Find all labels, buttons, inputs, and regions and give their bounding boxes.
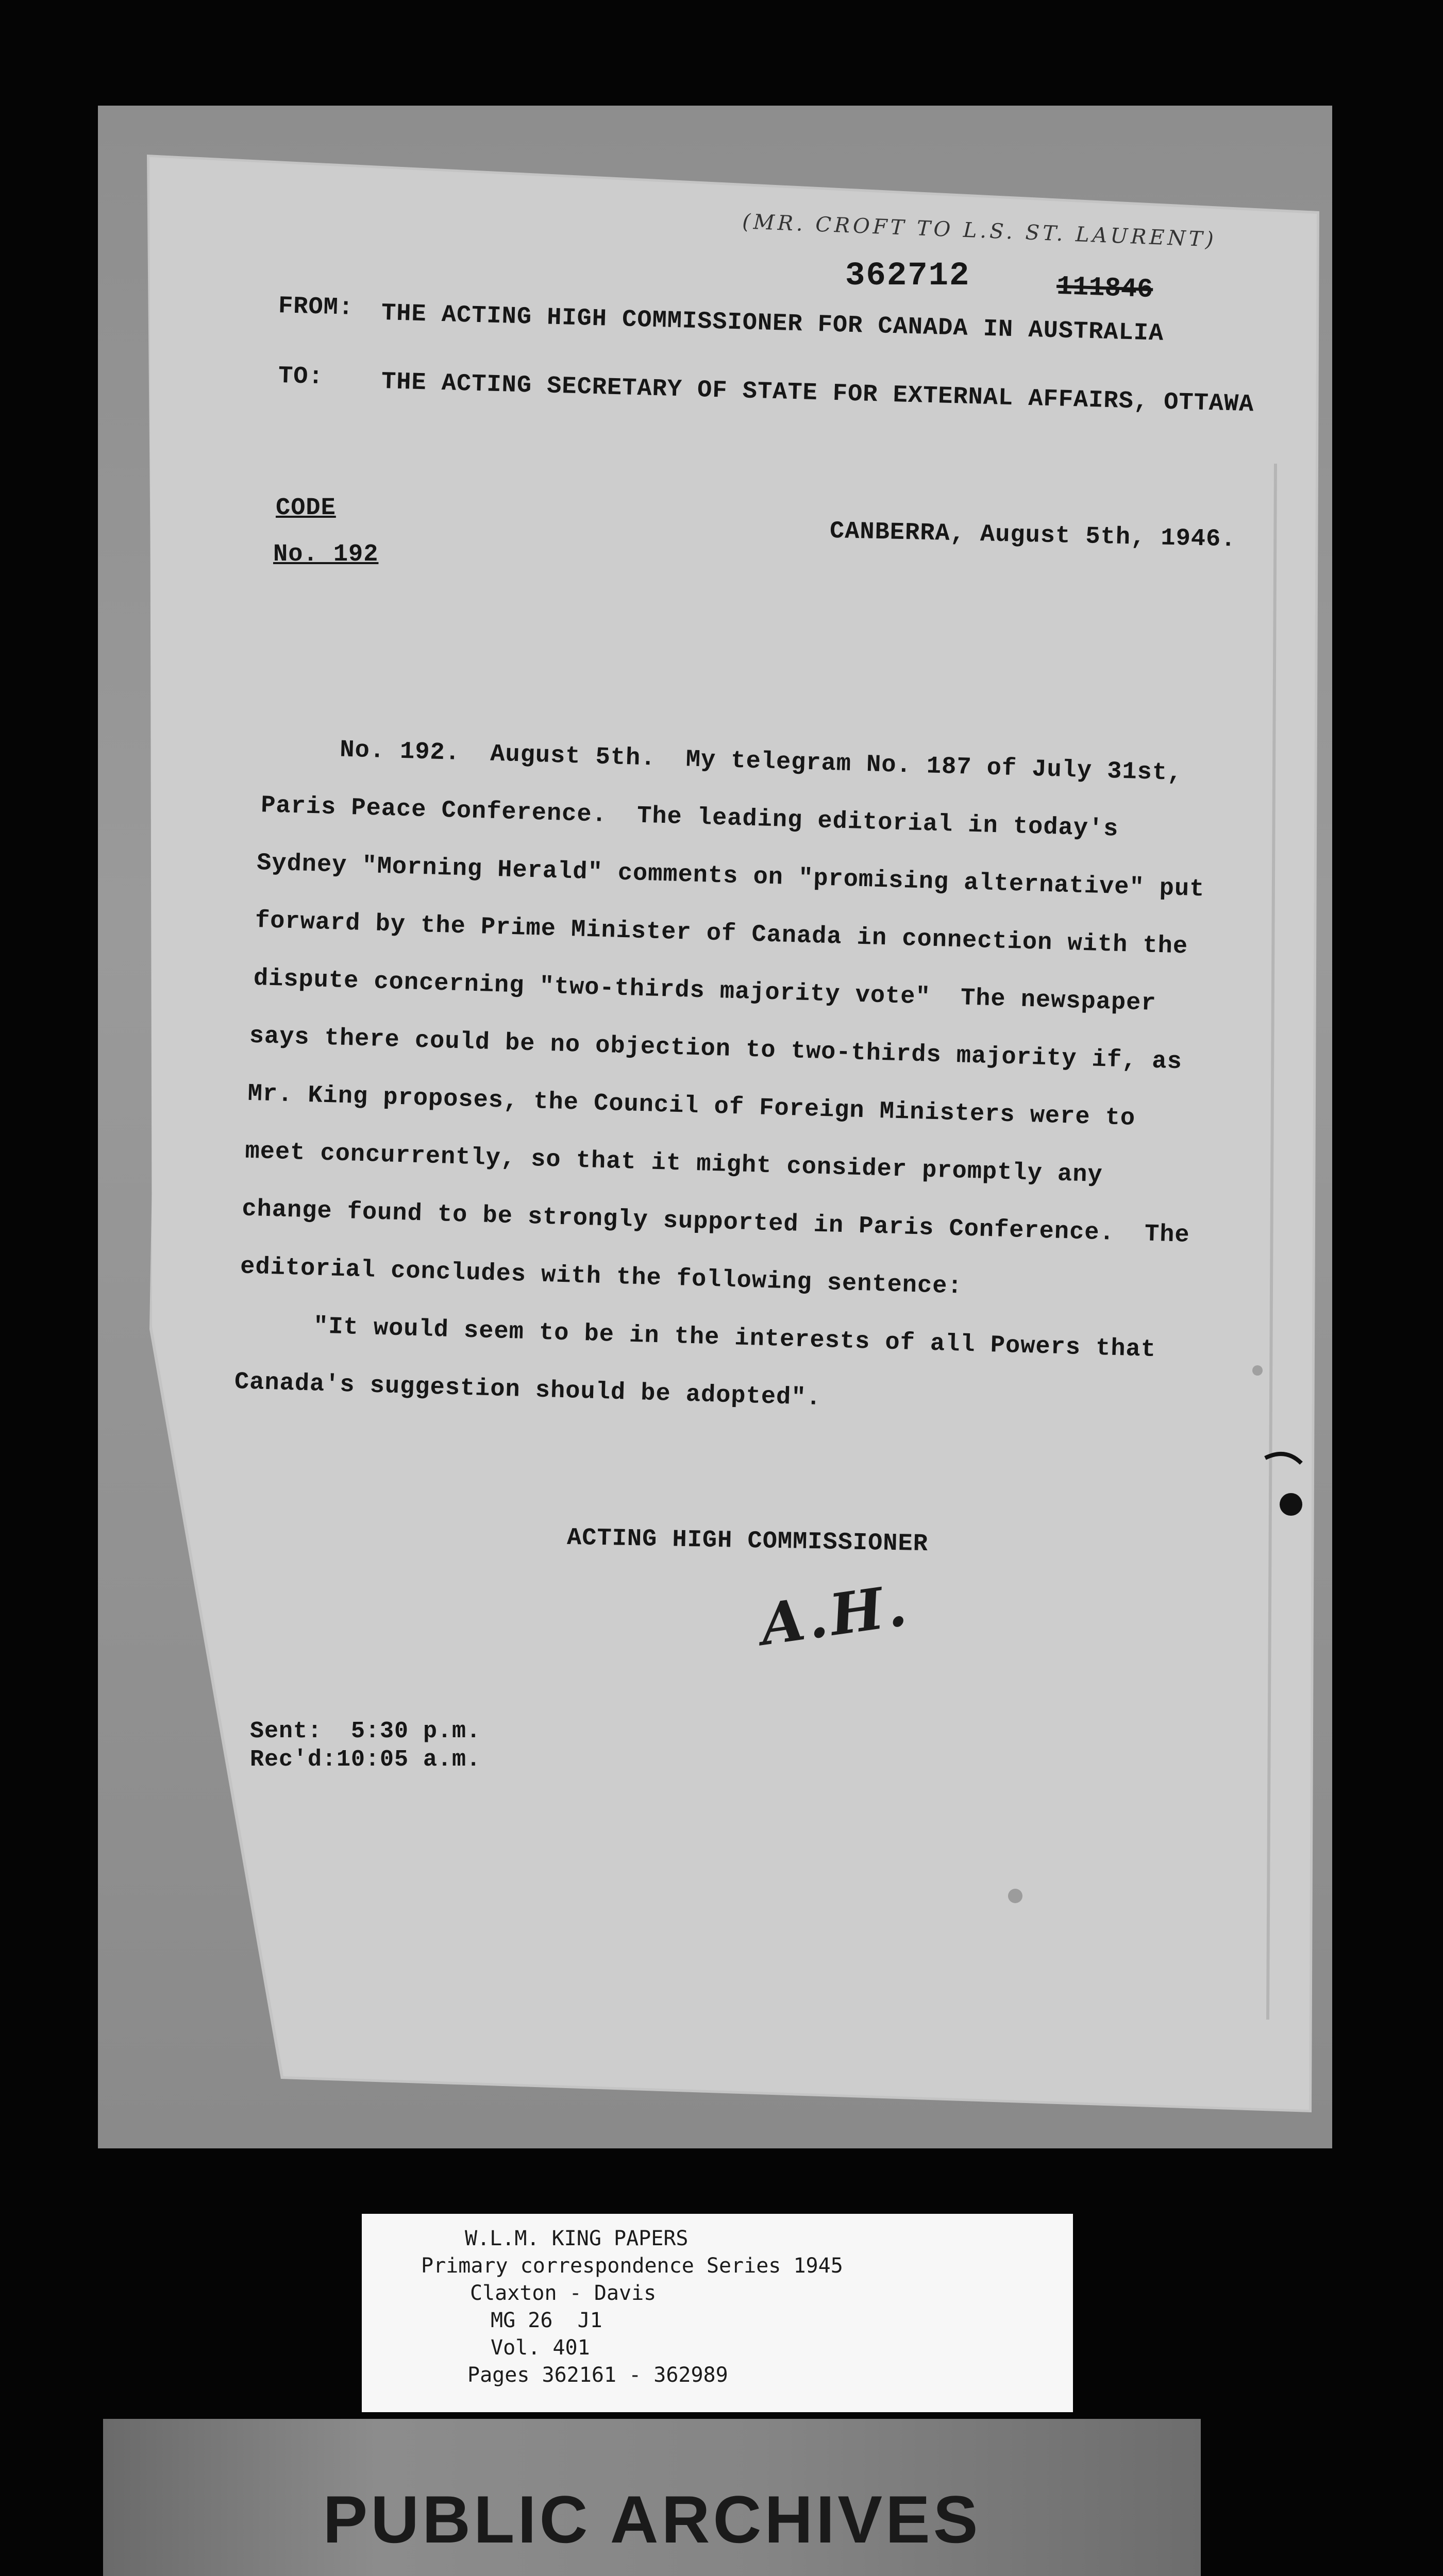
body-line: change found to be strongly supported in Paris Conference. The <box>241 1195 1190 1249</box>
body-line: Sydney "Morning Herald" comments on "promising alternative" put <box>256 850 1205 904</box>
struck-number: 111846 <box>1056 271 1154 306</box>
archives-stamp <box>103 2419 1201 2576</box>
initials-signature: A.H. <box>756 1571 914 1658</box>
body-line: dispute concerning "two-thirds majority vote" The newspaper <box>253 964 1157 1018</box>
body-line: No. 192. August 5th. My telegram No. 187 of July 31st, <box>339 736 1183 788</box>
to-value: THE ACTING SECRETARY OF STATE FOR EXTERNAL AFFAIRS, OTTAWA <box>381 368 1254 419</box>
body-line: forward by the Prime Minister of Canada in connection with the <box>255 907 1188 961</box>
body-line: editorial concludes with the following sentence: <box>240 1253 963 1301</box>
body-line: Mr. King proposes, the Council of Foreign Ministers were to <box>247 1080 1136 1132</box>
sent-time: Sent: 5:30 p.m. <box>250 1718 481 1744</box>
signature-title: ACTING HIGH COMMISSIONER <box>566 1524 929 1558</box>
body-line: Canada's suggestion should be adopted". <box>234 1368 822 1413</box>
place-date: CANBERRA, August 5th, 1946. <box>829 518 1236 554</box>
label-collection: W.L.M. KING PAPERS <box>465 2227 689 2250</box>
label-series: Primary correspondence Series 1945 <box>421 2254 843 2278</box>
code-label: CODE <box>276 495 336 522</box>
stamp-public-archives: PUBLIC ARCHIVES <box>323 2482 981 2557</box>
label-names: Claxton - Davis <box>470 2281 657 2305</box>
message-number: No. 192 <box>273 541 379 568</box>
to-label: TO: <box>278 362 324 392</box>
body-line: Paris Peace Conference. The leading editorial in today's <box>260 792 1119 843</box>
label-mg: MG 26 J1 <box>491 2309 602 2332</box>
received-time: Rec'd:10:05 a.m. <box>250 1747 481 1773</box>
body-line: meet concurrently, so that it might consider promptly any <box>244 1138 1103 1190</box>
body-line: says there could be no objection to two-thirds majority if, as <box>249 1022 1183 1076</box>
archive-reference-label <box>362 2214 1073 2412</box>
file-number: 362712 <box>845 258 970 295</box>
from-label: FROM: <box>278 293 354 322</box>
handwritten-note: (MR. CROFT TO L.S. ST. LAURENT) <box>742 210 1217 252</box>
label-volume: Vol. 401 <box>491 2336 590 2360</box>
label-pages: Pages 362161 - 362989 <box>467 2363 728 2387</box>
body-line: "It would seem to be in the interests of all Powers that <box>313 1313 1156 1364</box>
from-value: THE ACTING HIGH COMMISSIONER FOR CANADA IN AUSTRALIA <box>381 300 1164 348</box>
